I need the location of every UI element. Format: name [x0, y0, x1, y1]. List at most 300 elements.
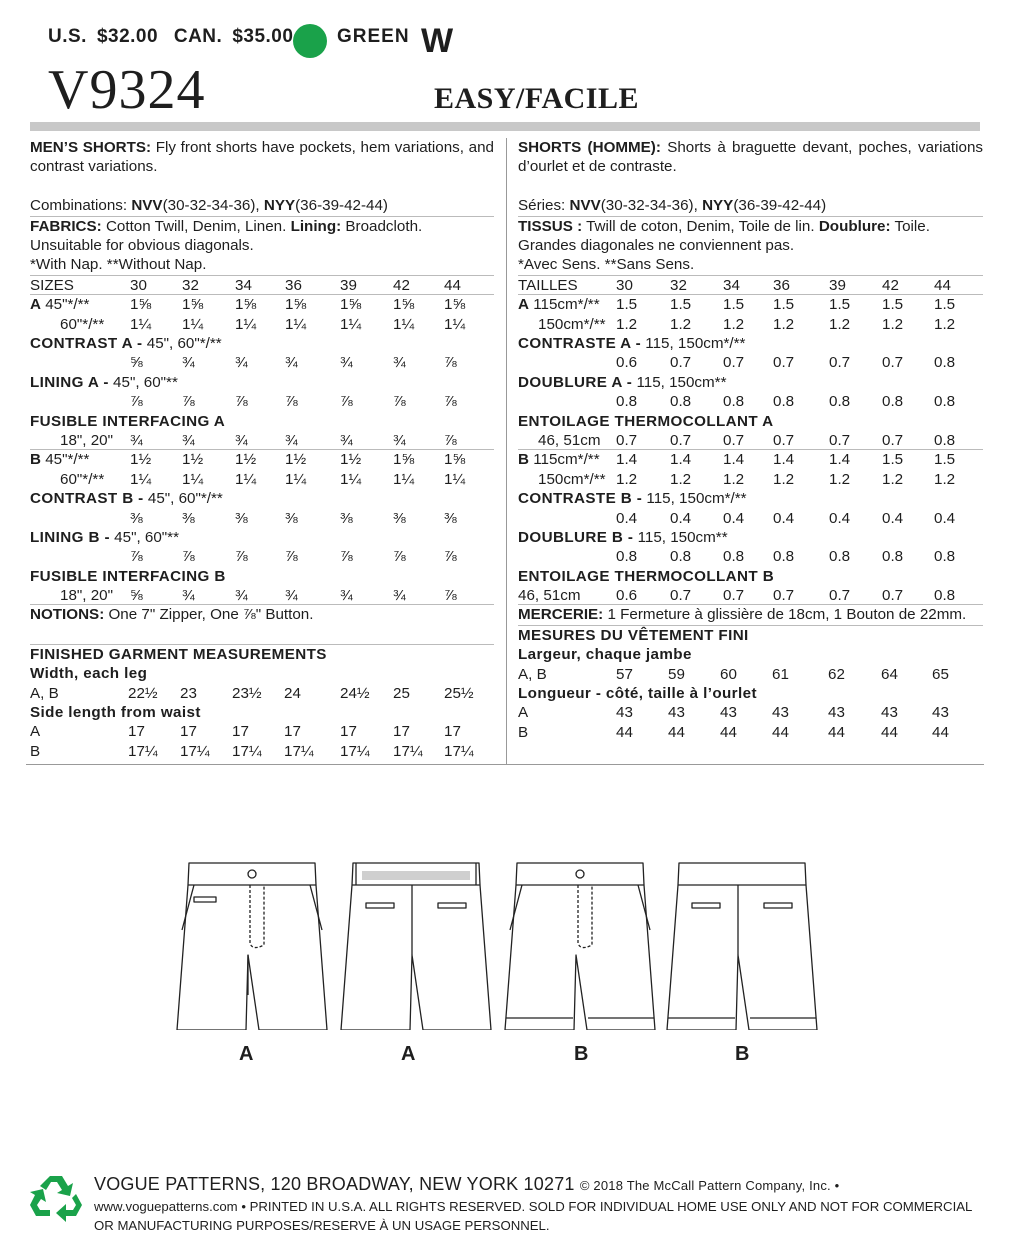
measure-cell: 17	[284, 723, 301, 741]
yardage-cell: ¾	[235, 354, 248, 372]
en-lining-a-row	[30, 392, 494, 411]
yardage-cell: 0.8	[723, 393, 745, 411]
row-label: A, B	[518, 665, 547, 683]
yardage-cell: ¾	[393, 431, 406, 449]
en-fabrics-text: Cotton Twill, Denim, Linen.	[105, 217, 287, 235]
yardage-cell: 1¼	[444, 315, 466, 333]
yardage-cell: 1.2	[670, 315, 692, 333]
size-cell: 42	[393, 276, 410, 294]
en-notions-label: NOTIONS:	[30, 606, 105, 624]
yardage-cell: 1.5	[829, 296, 851, 314]
fr-combo1-sizes: (30-32-34-36),	[600, 197, 698, 215]
section-label	[518, 334, 745, 353]
yardage-cell: ⅝	[130, 354, 143, 372]
yardage-cell: 1.2	[829, 470, 851, 488]
en-finished-title-row	[30, 645, 494, 664]
pattern-number: V9324	[48, 59, 206, 121]
en-contrast-b-head	[30, 489, 494, 508]
yardage-cell: 0.7	[670, 587, 692, 605]
copyright: © 2018 The McCall Pattern Company, Inc. •	[579, 1178, 840, 1193]
width-each-leg-title: Largeur, chaque jambe	[518, 646, 692, 664]
yardage-cell: 1¼	[393, 315, 415, 333]
view-label-back-a: A	[401, 1043, 416, 1065]
en-notions	[30, 605, 494, 624]
width-label: 46, 51cm	[518, 587, 581, 605]
en-combo1: NVV	[131, 197, 163, 215]
side-length-title: Side length from waist	[30, 704, 201, 722]
yardage-cell: 0.8	[934, 431, 956, 449]
en-lining-a-head	[30, 373, 494, 392]
measure-cell: 44	[668, 723, 685, 741]
measure-cell: 44	[828, 723, 845, 741]
footer-line-1	[94, 1174, 984, 1195]
row-label: A, B	[30, 684, 59, 702]
fr-combinations	[518, 196, 983, 216]
yardage-cell: 0.8	[723, 548, 745, 566]
fr-contrast-a-row	[518, 353, 983, 372]
size-cell: 32	[670, 276, 687, 294]
yardage-cell: 0.7	[670, 354, 692, 372]
yardage-cell: ¾	[182, 587, 195, 605]
measure-cell: 59	[668, 665, 685, 683]
fr-description	[518, 138, 983, 177]
width-label: 60"*/**	[60, 315, 105, 333]
yardage-cell: ⅞	[444, 393, 457, 411]
yardage-cell: ¾	[182, 354, 195, 372]
measure-cell: 57	[616, 665, 633, 683]
width-label: 45"*/**	[45, 296, 90, 314]
shorts-front-view-b-illustration	[500, 855, 660, 1030]
width-label: 115cm*/**	[533, 296, 600, 314]
yardage-cell: 1.2	[829, 315, 851, 333]
measure-cell: 17	[128, 723, 145, 741]
fr-contrast-b-row	[518, 509, 983, 528]
yardage-cell: ⅞	[130, 393, 143, 411]
fr-contrast-b-head	[518, 489, 983, 508]
en-contrast-b-row	[30, 509, 494, 528]
measure-cell: 65	[932, 665, 949, 683]
yardage-cell: 0.7	[723, 587, 745, 605]
yardage-cell: 1.4	[616, 451, 638, 469]
yardage-cell: 1¼	[182, 315, 204, 333]
width-label: 18", 20"	[60, 587, 114, 605]
price-line	[48, 26, 303, 48]
section-label	[518, 528, 728, 547]
section-title: FUSIBLE INTERFACING B	[30, 567, 226, 585]
color-name: GREEN	[337, 26, 410, 47]
measure-cell: 43	[668, 704, 685, 722]
yardage-cell: 0.7	[829, 587, 851, 605]
fr-side-title-row	[518, 684, 983, 703]
view-a-label: A	[30, 296, 41, 314]
en-a45-label	[30, 295, 89, 314]
measure-cell: 17	[232, 723, 249, 741]
price-us-label: U.S.	[48, 26, 87, 47]
shorts-front-view-a-illustration	[172, 855, 332, 1030]
section-label	[518, 373, 727, 392]
en-combo2-sizes: (36-39-42-44)	[295, 197, 388, 215]
yardage-cell: 1¼	[130, 315, 152, 333]
yardage-cell: 1¼	[182, 470, 204, 488]
yardage-cell: 1.2	[934, 315, 956, 333]
yardage-cell: 0.7	[882, 431, 904, 449]
section-widths: 45", 60"*/**	[146, 335, 222, 352]
row-label: A	[30, 723, 41, 741]
measure-cell: 17	[340, 723, 357, 741]
section-label	[30, 334, 222, 353]
difficulty-level: EASY/FACILE	[434, 82, 639, 115]
fr-sizes-row	[518, 276, 983, 295]
yardage-cell: 0.7	[723, 431, 745, 449]
section-label	[30, 489, 223, 508]
en-fusible-b-row	[30, 586, 494, 605]
width-label: 150cm*/**	[538, 470, 606, 488]
section-title: DOUBLURE A -	[518, 373, 633, 391]
en-b45-row	[30, 450, 494, 469]
measure-cell: 43	[828, 704, 845, 722]
en-contrast-a-row	[30, 353, 494, 372]
fr-lining-text: Toile.	[894, 217, 930, 235]
yardage-cell: 1.5	[616, 296, 638, 314]
fr-b150-row	[518, 470, 983, 489]
fr-width-title-row	[518, 645, 983, 664]
yardage-cell: 1¼	[235, 470, 257, 488]
yardage-cell: 1¼	[340, 470, 362, 488]
measure-cell: 44	[881, 723, 898, 741]
yardage-cell: 1.4	[773, 451, 795, 469]
yardage-cell: 1⅝	[340, 296, 362, 314]
fr-nap-note: *Avec Sens. **Sans Sens.	[518, 255, 983, 275]
yardage-cell: ⅞	[444, 431, 457, 449]
fr-unsuitable: Grandes diagonales ne conviennent pas.	[518, 237, 795, 255]
yardage-cell: ⅝	[130, 587, 143, 605]
section-widths: 115, 150cm*/**	[645, 335, 746, 352]
yardage-cell: 0.7	[773, 587, 795, 605]
yardage-cell: ¾	[235, 587, 248, 605]
yardage-cell: ⅞	[235, 393, 248, 411]
measure-cell: 43	[881, 704, 898, 722]
size-cell: 32	[182, 276, 199, 294]
yardage-cell: ⅜	[340, 509, 353, 527]
fr-a150-row	[518, 315, 983, 334]
fr-b115-row	[518, 450, 983, 469]
yardage-cell: ¾	[285, 354, 298, 372]
footer-line-2: www.voguepatterns.com • PRINTED IN U.S.A. ALL RIGHTS RESERVED. SOLD FOR INDIVIDUAL HOME USE ONLY AND NOT FOR COMMERCIAL OR MANUFACTURING PURPOSES/RESERVE À UN USAGE PERSONNEL.	[94, 1199, 972, 1233]
section-title: ENTOILAGE THERMOCOLLANT B	[518, 567, 775, 585]
yardage-cell: 1⅝	[130, 296, 152, 314]
en-b60-row	[30, 470, 494, 489]
yardage-cell: ¾	[235, 431, 248, 449]
fr-contrast-a-head	[518, 334, 983, 353]
yardage-cell: 1⅝	[235, 296, 257, 314]
section-title: ENTOILAGE THERMOCOLLANT A	[518, 412, 774, 430]
measure-cell: 60	[720, 665, 737, 683]
yardage-cell: ¾	[340, 431, 353, 449]
yardage-cell: 0.8	[773, 393, 795, 411]
yardage-cell: 1⅝	[393, 451, 415, 469]
size-cell: 34	[723, 276, 740, 294]
en-lining-text: Broadcloth.	[345, 217, 423, 235]
view-label-front-a: A	[239, 1043, 254, 1065]
size-cell: 39	[340, 276, 357, 294]
yardage-cell: 0.4	[882, 509, 904, 527]
yardage-cell: 1.2	[882, 315, 904, 333]
en-lining-b-head	[30, 528, 494, 547]
section-widths: 45", 60"*/**	[147, 490, 223, 508]
yardage-cell: 1¼	[285, 470, 307, 488]
yardage-cell: 0.8	[829, 393, 851, 411]
yardage-cell: 1¼	[340, 315, 362, 333]
yardage-cell: 1.5	[882, 451, 904, 469]
width-label: 150cm*/**	[538, 315, 606, 333]
yardage-cell: 0.7	[773, 431, 795, 449]
view-a-label: A	[518, 296, 529, 314]
yardage-cell: ⅞	[182, 548, 195, 566]
section-widths: 45", 60"**	[113, 373, 178, 391]
yardage-cell: ⅜	[235, 509, 248, 527]
section-title: DOUBLURE B -	[518, 528, 634, 546]
yardage-cell: ⅞	[444, 587, 457, 605]
en-sizes-label: SIZES	[30, 276, 74, 294]
yardage-cell: ¾	[393, 354, 406, 372]
size-cell: 42	[882, 276, 899, 294]
yardage-cell: 0.8	[882, 393, 904, 411]
measure-cell: 17	[393, 723, 410, 741]
yardage-cell: 1⅝	[182, 296, 204, 314]
yardage-cell: ⅞	[340, 548, 353, 566]
measure-cell: 24½	[340, 684, 370, 702]
yardage-cell: 1½	[340, 451, 362, 469]
yardage-cell: ¾	[182, 431, 195, 449]
yardage-cell: ⅞	[340, 393, 353, 411]
en-fabrics-label: FABRICS:	[30, 217, 102, 235]
yardage-cell: 1.2	[773, 470, 795, 488]
size-cell: 44	[444, 276, 461, 294]
section-title: LINING A -	[30, 373, 109, 391]
en-lining-label: Lining:	[290, 217, 342, 235]
yardage-cell: 0.6	[616, 587, 638, 605]
yardage-cell: 0.4	[829, 509, 851, 527]
yardage-cell: 1⅝	[444, 451, 466, 469]
yardage-cell: ¾	[130, 431, 143, 449]
yardage-cell: 0.4	[773, 509, 795, 527]
yardage-cell: 1.2	[934, 470, 956, 488]
section-label	[30, 528, 179, 547]
yardage-cell: 1.2	[882, 470, 904, 488]
yardage-cell: 0.7	[882, 354, 904, 372]
fr-combo2: NYY	[702, 197, 734, 215]
measure-cell: 43	[932, 704, 949, 722]
fr-lining-a-head	[518, 373, 983, 392]
en-side-b-row	[30, 742, 494, 761]
shorts-back-view-a-illustration	[336, 855, 496, 1030]
section-title: CONTRASTE B -	[518, 490, 643, 508]
yardage-cell: 0.8	[670, 548, 692, 566]
fr-fusible-a-row	[518, 431, 983, 450]
section-title: CONTRAST B -	[30, 490, 144, 508]
yardage-cell: 0.6	[616, 354, 638, 372]
section-title: CONTRASTE A -	[518, 335, 642, 352]
fr-fusible-b-head	[518, 567, 983, 586]
yardage-cell: 0.4	[723, 509, 745, 527]
en-nap-note: *With Nap. **Without Nap.	[30, 255, 494, 275]
measure-cell: 17¼	[393, 742, 423, 760]
yardage-cell: 1½	[130, 451, 152, 469]
yardage-cell: 0.7	[882, 587, 904, 605]
size-cell: 36	[773, 276, 790, 294]
yardage-cell: 1.5	[723, 296, 745, 314]
en-description-text: Fly front shorts have pockets, hem variations, and contrast variations.	[30, 139, 494, 176]
yardage-cell: 1½	[285, 451, 307, 469]
fr-fabrics-label: TISSUS :	[518, 217, 583, 235]
size-cell: 34	[235, 276, 252, 294]
yardage-cell: 1.5	[670, 296, 692, 314]
yardage-cell: 1⅝	[393, 296, 415, 314]
color-swatch	[293, 24, 327, 58]
yardage-cell: ⅜	[182, 509, 195, 527]
width-label: 45"*/**	[45, 451, 90, 469]
row-label: A	[518, 704, 529, 722]
yardage-cell: 1¼	[393, 470, 415, 488]
yardage-cell: 1.2	[723, 315, 745, 333]
fr-lining-a-row	[518, 392, 983, 411]
measure-cell: 62	[828, 665, 845, 683]
width-each-leg-title: Width, each leg	[30, 665, 148, 683]
measure-cell: 17¼	[444, 742, 474, 760]
en-contrast-a-head	[30, 334, 494, 353]
fr-notions-label: MERCERIE:	[518, 606, 604, 624]
measure-cell: 43	[772, 704, 789, 722]
price-us: $32.00	[96, 26, 159, 47]
fr-lining-b-head	[518, 528, 983, 547]
yardage-cell: 1⅝	[444, 296, 466, 314]
yardage-cell: ⅞	[393, 393, 406, 411]
yardage-cell: 1.5	[882, 296, 904, 314]
fr-a115-label	[518, 295, 600, 314]
yardage-cell: ¾	[285, 587, 298, 605]
yardage-cell: ⅞	[285, 548, 298, 566]
en-unsuitable: Unsuitable for obvious diagonals.	[30, 237, 254, 255]
en-combinations	[30, 196, 494, 216]
fr-notions	[518, 605, 983, 625]
row-label: B	[518, 723, 529, 741]
view-b-label: B	[518, 451, 529, 469]
yardage-cell: ¾	[340, 587, 353, 605]
french-column	[518, 138, 983, 742]
en-combo-label: Combinations:	[30, 197, 128, 215]
yardage-cell: 0.7	[723, 354, 745, 372]
yardage-cell: 0.7	[829, 354, 851, 372]
yardage-cell: ⅜	[393, 509, 406, 527]
yardage-cell: 1½	[182, 451, 204, 469]
measure-cell: 43	[616, 704, 633, 722]
section-label	[518, 489, 747, 508]
en-combo2: NYY	[263, 197, 296, 215]
yardage-cell: ¾	[393, 587, 406, 605]
fr-a115-row	[518, 295, 983, 314]
fr-lining-label: Doublure:	[818, 217, 891, 235]
measure-cell: 44	[720, 723, 737, 741]
yardage-cell: ¾	[340, 354, 353, 372]
yardage-cell: 1¼	[444, 470, 466, 488]
en-b45-label	[30, 450, 89, 469]
width-label: 115cm*/**	[533, 451, 600, 469]
measure-cell: 44	[932, 723, 949, 741]
fr-side-b-row	[518, 723, 983, 742]
measure-cell: 17	[180, 723, 197, 741]
fr-fusible-a-head	[518, 412, 983, 431]
yardage-cell: 0.8	[616, 548, 638, 566]
view-label-back-b: B	[735, 1043, 750, 1065]
yardage-cell: 0.8	[934, 393, 956, 411]
measure-cell: 17¼	[340, 742, 370, 760]
yardage-cell: 1.2	[773, 315, 795, 333]
yardage-cell: 1.2	[723, 470, 745, 488]
fr-finished-title-row	[518, 626, 983, 645]
en-a60-row	[30, 315, 494, 334]
yardage-cell: ⅞	[182, 393, 195, 411]
en-description	[30, 138, 494, 177]
measure-cell: 17¼	[180, 742, 210, 760]
en-fusible-a-row	[30, 431, 494, 450]
footer	[94, 1174, 984, 1235]
row-label: B	[30, 742, 41, 760]
yardage-cell: ⅞	[444, 548, 457, 566]
fr-sizes-label: TAILLES	[518, 276, 578, 294]
yardage-cell: 1¼	[235, 315, 257, 333]
header-divider	[30, 122, 980, 131]
yardage-cell: ¾	[285, 431, 298, 449]
measure-cell: 22½	[128, 684, 158, 702]
fr-width-row	[518, 665, 983, 684]
en-sizes-row	[30, 276, 494, 295]
measure-cell: 17	[444, 723, 461, 741]
size-cell: 44	[934, 276, 951, 294]
measure-cell: 17¼	[128, 742, 158, 760]
yardage-cell: 0.8	[616, 393, 638, 411]
yardage-cell: 0.4	[616, 509, 638, 527]
measure-cell: 24	[284, 684, 301, 702]
yardage-cell: 0.7	[773, 354, 795, 372]
measure-cell: 25½	[444, 684, 474, 702]
yardage-cell: 1.2	[616, 315, 638, 333]
measure-cell: 44	[616, 723, 633, 741]
yardage-cell: 0.8	[934, 354, 956, 372]
size-cell: 39	[829, 276, 846, 294]
yardage-cell: ⅞	[444, 354, 457, 372]
column-divider	[506, 138, 507, 765]
fr-b115-label	[518, 450, 600, 469]
price-can-label: CAN.	[173, 26, 223, 47]
yardage-cell: 1.4	[670, 451, 692, 469]
yardage-cell: ⅞	[235, 548, 248, 566]
width-label: 18", 20"	[60, 431, 114, 449]
yardage-cell: ⅞	[130, 548, 143, 566]
en-fabrics	[30, 217, 494, 236]
section-title: LINING B -	[30, 528, 110, 546]
finished-title: FINISHED GARMENT MEASUREMENTS	[30, 645, 327, 663]
size-cell: 30	[616, 276, 633, 294]
size-cell: 36	[285, 276, 302, 294]
yardage-cell: ⅜	[444, 509, 457, 527]
measure-cell: 61	[772, 665, 789, 683]
yardage-cell: ⅜	[130, 509, 143, 527]
measure-cell: 64	[881, 665, 898, 683]
fr-notions-text: 1 Fermeture à glissière de 18cm, 1 Bouton de 22mm.	[607, 606, 967, 624]
brand-letter: W	[421, 22, 454, 60]
fr-combo1: NVV	[569, 197, 601, 215]
en-side-a-row	[30, 722, 494, 741]
